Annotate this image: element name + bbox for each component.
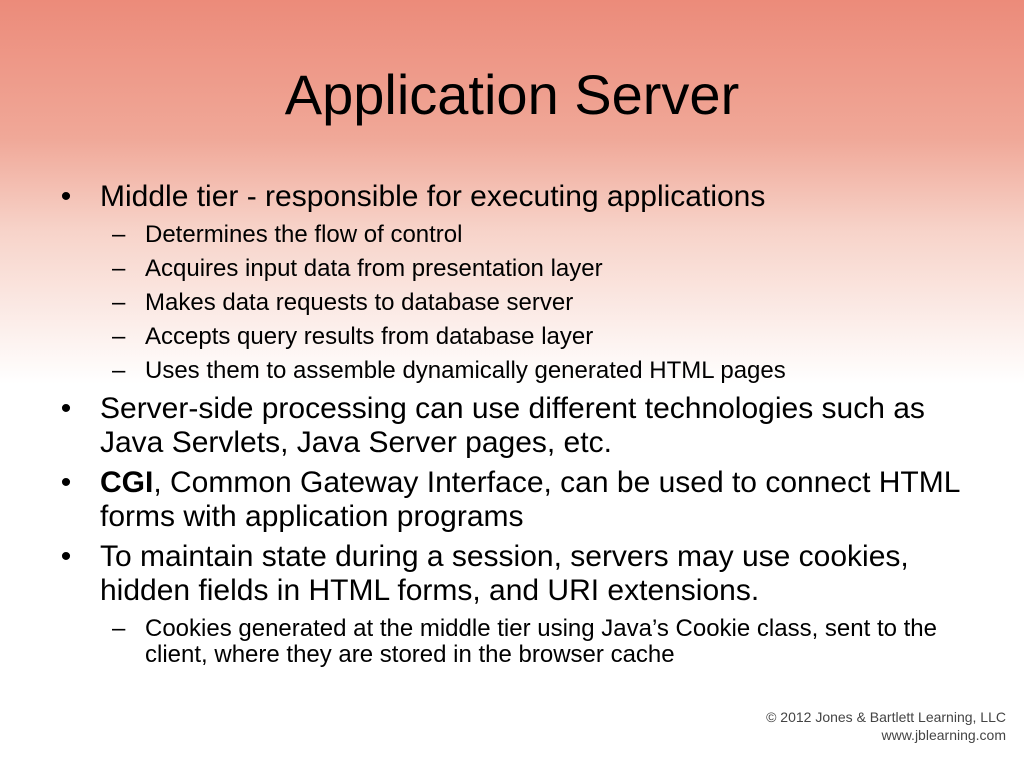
bullet-glyph: •: [60, 392, 72, 425]
bullet-glyph: •: [60, 466, 72, 499]
copyright-footer: [766, 708, 1006, 744]
sub-bullet-glyph: –: [112, 221, 126, 248]
sub-bullet-glyph: –: [112, 255, 126, 282]
bullet-text: Middle tier - responsible for executing applications: [100, 180, 766, 213]
sub-bullet-text: Acquires input data from presentation layer: [145, 255, 603, 282]
sub-bullet-text: Determines the flow of control: [145, 221, 463, 248]
bullet-text: Server-side processing can use different technologies such as Java Servlets, Java Server pages, etc.: [100, 392, 925, 459]
copyright-text: © 2012 Jones & Bartlett Learning, LLC: [766, 709, 1006, 725]
sub-bullet-text: Uses them to assemble dynamically generated HTML pages: [145, 357, 786, 384]
bullet-text: To maintain state during a session, servers may use cookies, hidden fields in HTML forms, and URI extensions.: [100, 540, 909, 607]
slide-title: Application Server: [284, 63, 740, 126]
bullet-item: [56, 392, 976, 460]
bullet-item: [56, 180, 976, 214]
sub-bullet-glyph: –: [112, 357, 126, 384]
sub-bullet-item: [56, 222, 976, 248]
sub-bullet-text: Cookies generated at the middle tier using Java’s Cookie class, sent to the client, where they are stored in the browser cache: [145, 615, 937, 668]
bullet-glyph: •: [60, 540, 72, 573]
sub-bullet-text: Makes data requests to database server: [145, 289, 574, 316]
bullet-item: [56, 466, 976, 534]
bullet-item: [56, 540, 976, 608]
slide-content: [56, 180, 976, 676]
sub-bullet-glyph: –: [112, 289, 126, 316]
sub-bullet-text: Accepts query results from database layer: [145, 323, 594, 350]
sub-bullet-item: [56, 358, 976, 384]
sub-bullet-item: [56, 324, 976, 350]
sub-bullet-item: [56, 290, 976, 316]
bullet-glyph: •: [60, 180, 72, 213]
sub-bullet-glyph: –: [112, 615, 126, 642]
bullet-text: , Common Gateway Interface, can be used to connect HTML forms with application programs: [100, 466, 960, 533]
publisher-url: www.jblearning.com: [881, 727, 1006, 743]
bullet-bold-term: CGI: [100, 466, 154, 499]
sub-bullet-item: [56, 616, 976, 668]
sub-bullet-item: [56, 256, 976, 282]
sub-bullet-glyph: –: [112, 323, 126, 350]
